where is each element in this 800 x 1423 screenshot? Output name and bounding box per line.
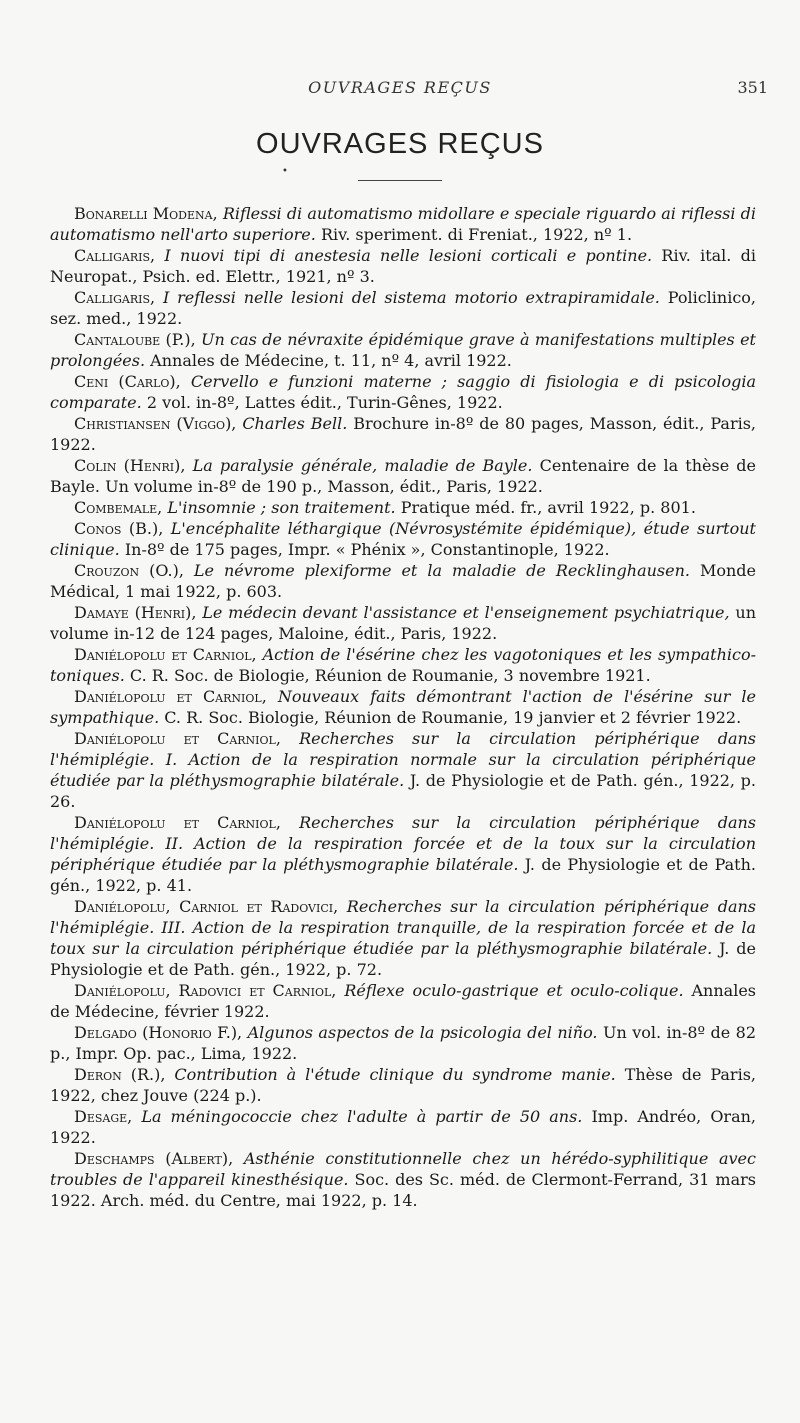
entry-author: Delgado (Honorio F.),	[74, 1023, 243, 1042]
entry-publication: Centenaire de la thèse de Bayle. Un volume in-8º de 190 p., Masson, édit., Paris, 1922.	[50, 456, 757, 496]
entry-title: I nuovi tipi di anestesia nelle lesioni corticali e pontine.	[164, 246, 653, 265]
entry	[50, 518, 756, 560]
entry-publication: Riv. speriment. di Freniat., 1922, nº 1.	[320, 225, 633, 244]
running-head	[0, 78, 800, 102]
entry-author: Bonarelli Modena,	[74, 204, 218, 223]
entry-publication: Soc. des Sc. méd. de Clermont-Ferrand, 31 mars 1922. Arch. méd. du Centre, mai 1922, p. 14.	[50, 1170, 756, 1210]
entry-author: Daniélopolu et Carniol,	[74, 813, 281, 832]
entry-publication: un volume in-12 de 124 pages, Maloine, édit., Paris, 1922.	[50, 603, 756, 643]
entry-author: Calligaris,	[74, 246, 156, 265]
entry-title: Le névrome plexiforme et la maladie de Recklinghausen.	[193, 561, 690, 580]
entry-author: Christiansen (Viggo),	[74, 414, 237, 433]
entry-title: I reflessi nelle lesioni del sistema motorio extrapiramidale.	[162, 288, 660, 307]
entry-author: Daniélopolu et Carniol,	[74, 645, 257, 664]
entry	[50, 287, 756, 329]
entry-publication: Annales de Médecine, t. 11, nº 4, avril 1922.	[150, 351, 512, 370]
entry-author: Daniélopolu, Radovici et Carniol,	[74, 981, 337, 1000]
entry-publication: C. R. Soc. de Biologie, Réunion de Roumanie, 3 novembre 1921.	[129, 666, 651, 685]
entry	[50, 812, 756, 896]
entry	[50, 203, 756, 245]
entry-title: Asthénie constitutionnelle chez un hérédo-syphilitique avec troubles de l'appareil kinesthésique.	[50, 1149, 756, 1189]
entry-title: Riflessi di automatismo midollare e speciale riguardo ai riflessi di automatismo nell'arto superiore.	[50, 204, 757, 244]
page-title: OUVRAGES REÇUS	[256, 128, 544, 160]
entry-title: Le médecin devant l'assistance et l'enseignement psychiatrique,	[202, 603, 730, 622]
entry-author: Daniélopolu et Carniol,	[74, 687, 267, 706]
entry	[50, 329, 756, 371]
entry-title: Recherches sur la circulation périphérique dans l'hémiplégie. I. Action de la respiration normale sur la circulation périphérique étudiée par la pléthysmographie bilatérale.	[50, 729, 757, 790]
running-title: OUVRAGES REÇUS	[308, 78, 492, 97]
entry	[50, 1106, 756, 1148]
entry-publication: J. de Physiologie et de Path. gén., 1922, p. 41.	[50, 855, 756, 895]
entry-publication: Thèse de Paris, 1922, chez Jouve (224 p.).	[50, 1065, 756, 1105]
entry	[50, 980, 756, 1022]
entry-author: Calligaris,	[74, 288, 156, 307]
entry	[50, 560, 756, 602]
entry-author: Desage,	[74, 1107, 133, 1126]
entry	[50, 371, 756, 413]
entry-author: Combemale,	[74, 498, 163, 517]
entry-title: Recherches sur la circulation périphérique dans l'hémiplégie. II. Action de la respiration forcée et de la toux sur la circulation périphérique étudiée par la pléthysmographie bilatérale.	[50, 813, 757, 874]
entry-author: Conos (B.),	[74, 519, 164, 538]
entry-publication: 2 vol. in-8º, Lattes édit., Turin-Gênes, 1922.	[146, 393, 503, 412]
entry-author: Deron (R.),	[74, 1065, 166, 1084]
entry-title: Algunos aspectos de la psicologia del niño.	[247, 1023, 598, 1042]
entry-author: Daniélopolu et Carniol,	[74, 729, 281, 748]
entry	[50, 1064, 756, 1106]
entries-list	[50, 203, 756, 1211]
entry	[50, 602, 756, 644]
entry	[50, 455, 756, 497]
entry	[50, 644, 756, 686]
entry-publication: Monde Médical, 1 mai 1922, p. 603.	[50, 561, 757, 601]
title-rule	[358, 180, 442, 181]
entry-author: Crouzon (O.),	[74, 561, 184, 580]
entry-author: Ceni (Carlo),	[74, 372, 181, 391]
entry-title: L'encéphalite léthargique (Névrosystémite épidémique), étude surtout clinique.	[50, 519, 756, 559]
entry	[50, 497, 756, 518]
entry	[50, 245, 756, 287]
entry-publication: Brochure in-8º de 80 pages, Masson, édit., Paris, 1922.	[50, 414, 757, 454]
entry	[50, 686, 756, 728]
entry-author: Cantaloube (P.),	[74, 330, 196, 349]
entry-title: Nouveaux faits démontrant l'action de l'ésérine sur le sympathique.	[50, 687, 757, 727]
entry-publication: Riv. ital. di Neuropat., Psich. ed. Elettr., 1921, nº 3.	[50, 246, 757, 286]
entry-author: Daniélopolu, Carniol et Radovici,	[74, 897, 339, 916]
entry-author: Damaye (Henri),	[74, 603, 197, 622]
entry-publication: Pratique méd. fr., avril 1922, p. 801.	[400, 498, 696, 517]
entry-publication: C. R. Soc. Biologie, Réunion de Roumanie, 19 janvier et 2 février 1922.	[164, 708, 742, 727]
entry	[50, 413, 756, 455]
entry-title: Un cas de névraxite épidémique grave à manifestations multiples et prolongées.	[50, 330, 756, 370]
entry-publication: Imp. Andréo, Oran, 1922.	[50, 1107, 757, 1147]
entry-title: L'insomnie ; son traitement.	[167, 498, 396, 517]
entry-publication: J. de Physiologie et de Path. gén., 1922, p. 72.	[50, 939, 756, 979]
entry-publication: Policlinico, sez. med., 1922.	[50, 288, 756, 328]
entry-title: La méningococcie chez l'adulte à partir de 50 ans.	[141, 1107, 583, 1126]
entry-title: Contribution à l'étude clinique du syndrome manie.	[174, 1065, 616, 1084]
entry-publication: Un vol. in-8º de 82 p., Impr. Op. pac., Lima, 1922.	[50, 1023, 757, 1063]
entry-publication: J. de Physiologie et de Path. gén., 1922, p. 26.	[50, 771, 756, 811]
entry	[50, 1148, 756, 1211]
entry-title: Recherches sur la circulation périphérique dans l'hémiplégie. III. Action de la respiration tranquille, de la respiration forcée et de la toux sur la circulation périphérique étudiée par la pléthysmographie bilatérale.	[50, 897, 757, 958]
entry-author: Colin (Henri),	[74, 456, 186, 475]
entry-title: Charles Bell.	[242, 414, 348, 433]
entry	[50, 728, 756, 812]
entry-title: La paralysie générale, maladie de Bayle.	[192, 456, 533, 475]
page-number: 351	[737, 78, 768, 97]
entry	[50, 896, 756, 980]
entry-publication: Annales de Médecine, février 1922.	[50, 981, 756, 1021]
entry-title: Réflexe oculo-gastrique et oculo-colique.	[344, 981, 684, 1000]
entry-title: Action de l'ésérine chez les vagotoniques et les sympathico-toniques.	[50, 645, 756, 685]
entry-title: Cervello e funzioni materne ; saggio di fisiologia e di psicologia comparate.	[50, 372, 756, 412]
entry-author: Deschamps (Albert),	[74, 1149, 234, 1168]
bullet-mark: •	[282, 166, 288, 177]
entry-publication: In-8º de 175 pages, Impr. « Phénix », Constantinople, 1922.	[124, 540, 610, 559]
entry	[50, 1022, 756, 1064]
